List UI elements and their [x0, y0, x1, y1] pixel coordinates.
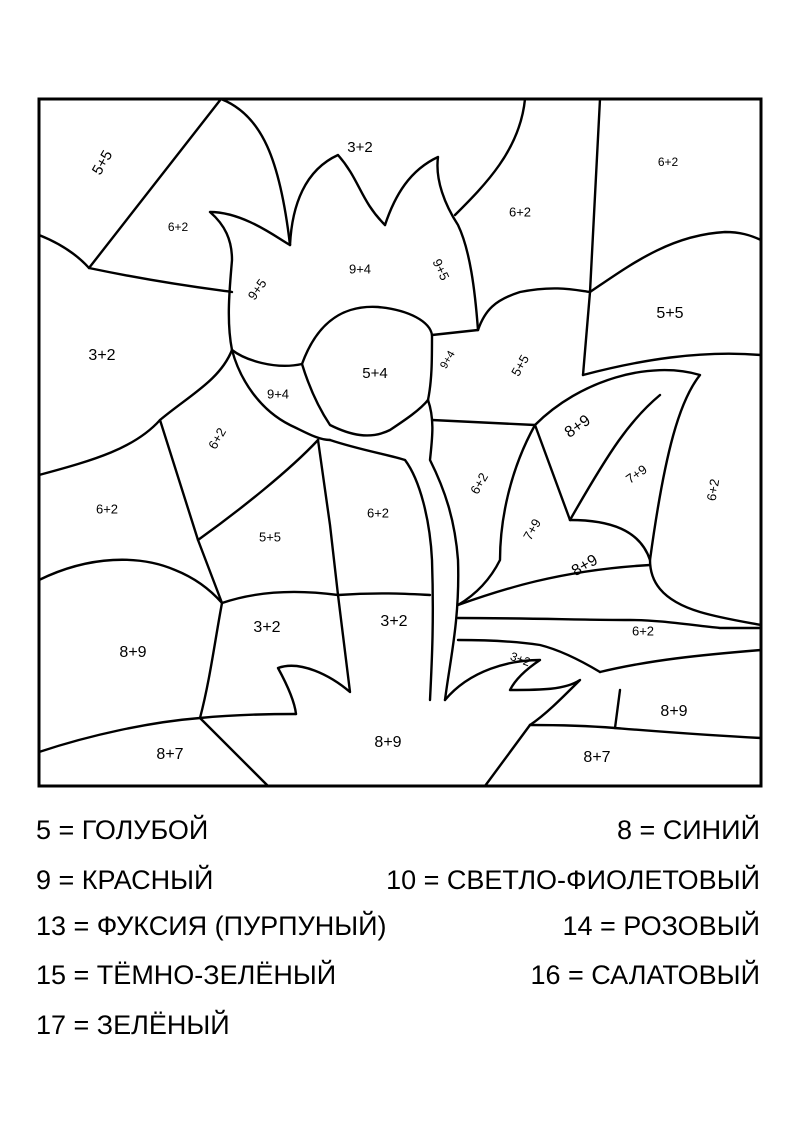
- region-label: 8+7: [156, 746, 184, 764]
- region-label: 3+2: [253, 619, 281, 637]
- region-label: 8+9: [660, 703, 688, 721]
- key-row: 14 = РОЗОВЫЙ: [562, 911, 760, 941]
- region-label: 8+9: [561, 412, 594, 442]
- key-row: 16 = САЛАТОВЫЙ: [530, 960, 760, 990]
- region-label: 5+5: [508, 352, 533, 379]
- region-label: 6+2: [205, 425, 230, 452]
- region-label: 6+2: [95, 501, 119, 517]
- region-label: 9+4: [348, 261, 372, 277]
- region-label: 8+7: [583, 749, 611, 767]
- region-label: 5+5: [88, 147, 117, 179]
- key-row: 9 = КРАСНЫЙ: [36, 865, 214, 895]
- region-label: 3+2: [508, 649, 533, 670]
- region-label: 6+2: [467, 470, 492, 497]
- region-label: 7+9: [623, 461, 650, 487]
- region-label: 8+9: [119, 644, 147, 662]
- key-row: 15 = ТЁМНО-ЗЕЛЁНЫЙ: [36, 960, 337, 990]
- region-label: 6+2: [167, 220, 189, 235]
- region-label: 7+9: [520, 516, 545, 543]
- picture-frame: [39, 99, 761, 786]
- region-label: 8+9: [374, 734, 402, 752]
- key-row: 17 = ЗЕЛЁНЫЙ: [36, 1010, 230, 1040]
- region-label: 9+4: [438, 348, 458, 372]
- region-label: 3+2: [380, 613, 408, 631]
- key-row: 5 = ГОЛУБОЙ: [36, 815, 209, 845]
- region-label: 8+9: [568, 551, 601, 580]
- region-label: 5+5: [258, 529, 282, 545]
- region-label: 5+4: [362, 364, 388, 382]
- key-row: 8 = СИНИЙ: [616, 815, 760, 845]
- region-label: 6+2: [631, 623, 655, 639]
- region-label: 3+2: [88, 347, 116, 365]
- outline-lines: [39, 99, 761, 786]
- region-label: 3+2: [347, 138, 373, 156]
- region-label: 9+5: [244, 276, 270, 303]
- region-label: 9+4: [266, 386, 290, 402]
- region-label: 6+2: [657, 155, 679, 170]
- key-row: 13 = ФУКСИЯ (ПУРПУНЫЙ): [36, 911, 387, 941]
- region-label: 5+5: [656, 305, 684, 323]
- region-label: 9+5: [429, 256, 453, 283]
- region-number-labels: [88, 139, 722, 766]
- region-label: 6+2: [508, 204, 532, 220]
- region-label: 6+2: [703, 477, 723, 502]
- key-row: 10 = СВЕТЛО-ФИОЛЕТОВЫЙ: [386, 865, 760, 895]
- region-label: 6+2: [366, 505, 390, 521]
